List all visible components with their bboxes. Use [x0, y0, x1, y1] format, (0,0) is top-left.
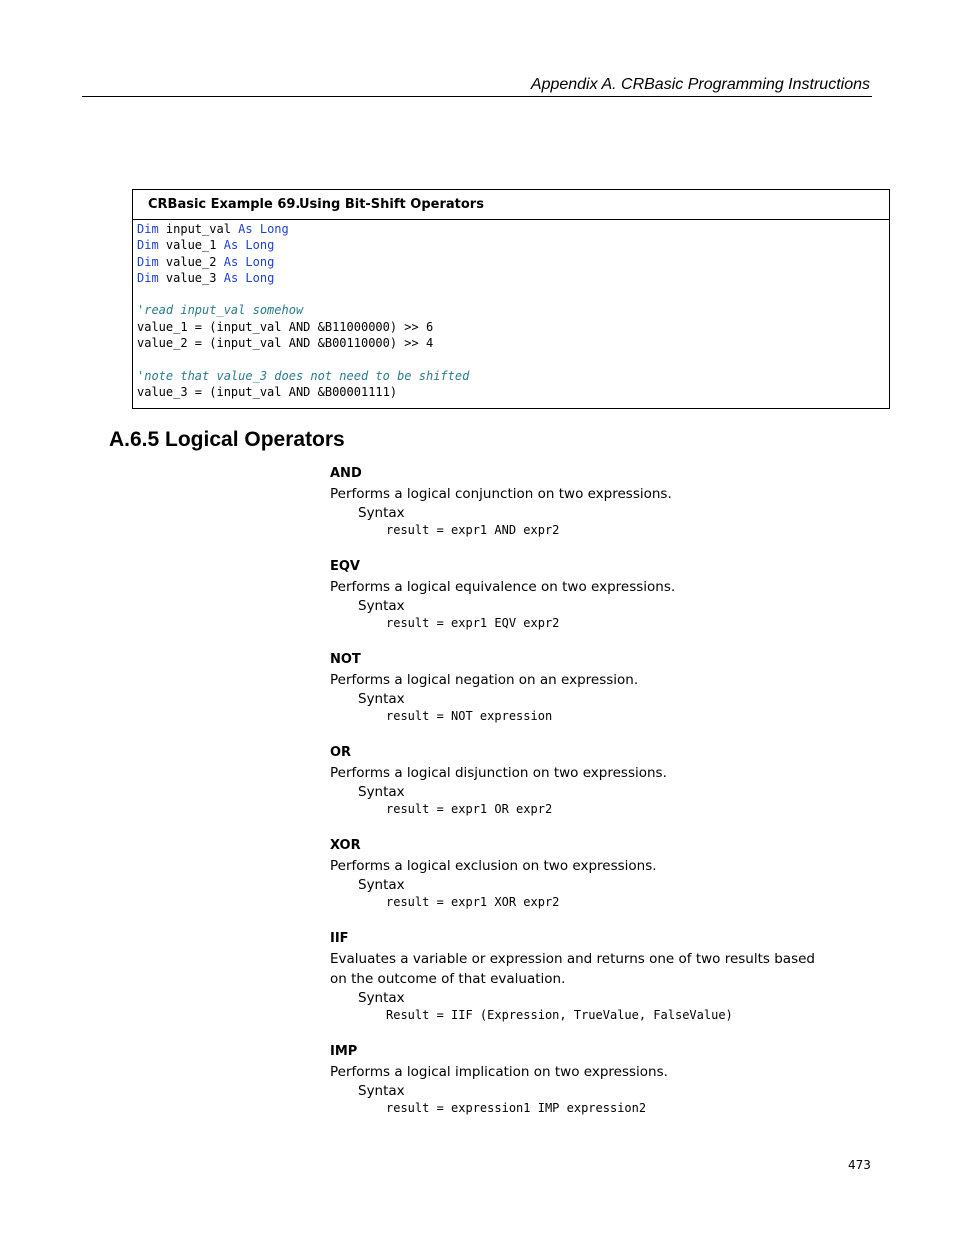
code-example-box — [132, 189, 890, 409]
code-text: value_3 — [158, 270, 224, 285]
operator-entry — [330, 836, 850, 910]
code-line — [137, 351, 469, 367]
operator-description: Performs a logical conjunction on two expressions. — [330, 486, 672, 502]
operator-name: IIF — [330, 931, 349, 946]
code-line — [137, 384, 469, 400]
operator-entry — [330, 743, 850, 817]
code-text: value_3 = (input_val AND &B00001111) — [137, 384, 398, 399]
syntax-code: result = NOT expression — [386, 709, 553, 723]
code-line — [137, 335, 469, 351]
syntax-code: result = expr1 XOR expr2 — [386, 895, 560, 909]
operator-entry — [330, 929, 850, 1023]
code-line — [137, 270, 469, 286]
syntax-code: Result = IIF (Expression, TrueValue, FalseValue) — [386, 1008, 733, 1022]
code-line — [137, 319, 469, 335]
code-line — [137, 237, 469, 253]
code-line — [137, 254, 469, 270]
syntax-label: Syntax — [358, 990, 405, 1006]
code-example-title-bar — [133, 190, 889, 220]
syntax-label: Syntax — [358, 691, 405, 707]
page-number: 473 — [848, 1158, 871, 1172]
operator-description: Performs a logical exclusion on two expressions. — [330, 858, 657, 874]
code-keyword: As Long — [223, 270, 275, 285]
header-title: Appendix A. CRBasic Programming Instructions — [530, 76, 870, 93]
operator-description: Performs a logical equivalence on two expressions. — [330, 579, 676, 595]
syntax-code: result = expr1 EQV expr2 — [386, 616, 560, 630]
operator-entry — [330, 557, 850, 631]
syntax-label: Syntax — [358, 1083, 405, 1099]
code-text: value_1 — [158, 238, 224, 253]
example-title: Using Bit-Shift Operators — [299, 197, 484, 212]
code-keyword: Dim — [137, 222, 159, 236]
code-comment: 'note that value_3 does not need to be shifted — [137, 368, 470, 383]
code-line — [137, 368, 469, 384]
page-header — [82, 74, 872, 97]
syntax-label: Syntax — [358, 505, 405, 521]
code-line — [137, 302, 469, 318]
operator-name: AND — [330, 466, 362, 481]
operators-list — [330, 464, 850, 1116]
code-keyword: As Long — [223, 254, 275, 269]
operator-name: XOR — [330, 838, 361, 853]
syntax-label: Syntax — [358, 784, 405, 800]
code-keyword: Dim — [137, 254, 159, 269]
operator-description: Performs a logical negation on an expression. — [330, 672, 639, 688]
operator-entry — [330, 1042, 850, 1116]
code-text: value_2 = (input_val AND &B00110000) >> 4 — [137, 336, 434, 351]
code-keyword: As Long — [238, 222, 289, 236]
section-heading: A.6.5 Logical Operators — [109, 428, 345, 451]
operator-name: OR — [330, 745, 352, 760]
operator-name: IMP — [330, 1044, 358, 1059]
code-text: value_1 = (input_val AND &B11000000) >> 6 — [137, 319, 434, 334]
syntax-code: result = expr1 OR expr2 — [386, 802, 553, 816]
code-text: value_2 — [158, 254, 224, 269]
syntax-label: Syntax — [358, 598, 405, 614]
example-number: CRBasic Example 69. — [148, 197, 301, 212]
syntax-code: result = expression1 IMP expression2 — [386, 1101, 647, 1115]
code-comment: 'read input_val somehow — [137, 303, 304, 318]
code-keyword: As Long — [223, 238, 275, 253]
code-keyword: Dim — [137, 270, 159, 285]
operator-name: EQV — [330, 559, 360, 574]
syntax-label: Syntax — [358, 877, 405, 893]
operator-description: Performs a logical disjunction on two expressions. — [330, 765, 667, 781]
operator-description: Performs a logical implication on two expressions. — [330, 1064, 668, 1080]
code-block — [137, 221, 469, 400]
code-text: input_val — [158, 222, 239, 236]
operator-description: Evaluates a variable or expression and returns one of two results based on the outcome of that evaluation. — [330, 951, 815, 987]
code-keyword: Dim — [137, 238, 159, 253]
code-line — [137, 221, 469, 237]
operator-entry — [330, 650, 850, 724]
operator-entry — [330, 464, 850, 538]
operator-name: NOT — [330, 652, 361, 667]
syntax-code: result = expr1 AND expr2 — [386, 523, 560, 537]
code-line — [137, 286, 469, 302]
